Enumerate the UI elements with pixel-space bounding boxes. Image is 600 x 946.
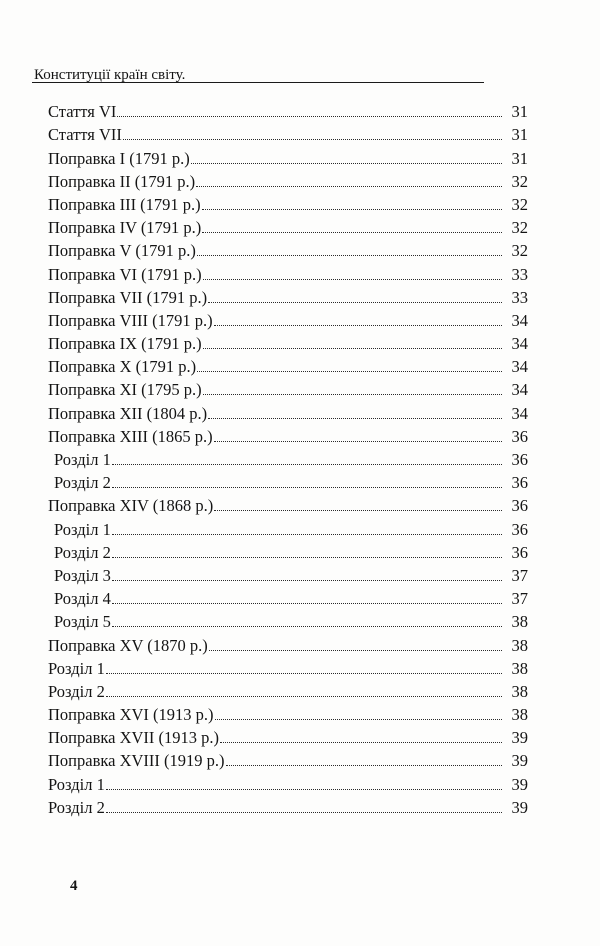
toc-entry-page: 32 [511,218,528,238]
toc-entry-title: Стаття VI [48,102,117,122]
toc-entry-page: 36 [511,542,528,562]
dot-leader [214,441,502,442]
toc-entry-page: 38 [511,705,528,725]
toc-entry-page: 39 [511,797,528,817]
dot-leader [220,742,502,743]
dot-leader [196,186,502,187]
dot-leader [202,209,502,210]
toc-entry [48,492,528,515]
toc-entry-title: Поправка I (1791 р.) [48,148,190,168]
dot-leader [203,279,502,280]
toc-entry-title: Поправка XIII (1865 р.) [48,426,213,446]
toc-entry-title: Поправка X (1791 р.) [48,357,197,377]
toc-entry-title: Поправка XI (1795 р.) [48,380,202,400]
page-number: 4 [70,878,78,894]
toc-entry-page: 37 [511,589,528,609]
toc-entry [48,608,528,631]
toc-entry-title: Поправка III (1791 р.) [48,194,201,214]
toc-entry-title: Розділ 1 [54,519,111,539]
toc-entry-title: Розділ 2 [54,542,111,562]
dot-leader [208,418,502,419]
toc-entry-title: Поправка IX (1791 р.) [48,334,202,354]
dot-leader [112,464,502,465]
toc-entry-page: 33 [511,264,528,284]
toc-entry-page: 39 [511,728,528,748]
toc-entry-title: Поправка XVII (1913 р.) [48,728,220,748]
toc-entry-page: 36 [511,426,528,446]
toc-entry-page: 39 [511,751,528,771]
dot-leader [203,348,502,349]
toc-entry-title: Розділ 1 [54,450,111,469]
toc-entry-page: 38 [511,635,528,655]
toc-entry [48,423,528,446]
dot-leader [208,302,502,303]
toc-entry-page: 32 [511,194,528,214]
toc-entry-page: 36 [511,473,528,493]
dot-leader [209,650,502,651]
dot-leader [112,580,502,581]
toc-entry [48,562,528,585]
toc-entry-title: Розділ 4 [54,589,111,609]
dot-leader [197,371,502,372]
toc-entry-page: 38 [511,612,528,632]
toc-entry-title: Розділ 5 [54,612,111,632]
toc-entry [48,585,528,608]
toc-entry-title: Розділ 1 [48,658,105,678]
toc-entry-page: 39 [511,774,528,794]
toc-entry [48,353,528,376]
toc-entry-title: Поправка XIV (1868 р.) [48,496,214,516]
toc-entry [48,770,528,793]
toc-entry [48,376,528,399]
toc-entry-page: 37 [511,565,528,585]
toc-entry [48,515,528,538]
dot-leader [203,394,502,395]
toc-entry-title: Розділ 2 [48,797,105,817]
dot-leader [123,139,502,140]
dot-leader [106,673,502,674]
toc-entry [48,701,528,724]
toc-entry-page: 34 [511,310,528,330]
toc-entry-page: 36 [511,496,528,516]
dot-leader [214,510,502,511]
toc-entry [48,747,528,770]
dot-leader [214,325,502,326]
toc-entry-page: 34 [511,334,528,354]
toc-entry [48,307,528,330]
toc-entry [48,284,528,307]
toc-entry-title: Поправка XVIII (1919 р.) [48,751,225,771]
toc-entry [48,724,528,747]
toc-entry-title: Поправка VIII (1791 р.) [48,310,213,330]
toc-entry-page: 36 [511,519,528,539]
toc-entry-page: 34 [511,357,528,377]
toc-entry [48,539,528,562]
running-head-rule [32,82,484,83]
dot-leader [112,487,502,488]
toc-entry-title: Розділ 2 [48,681,105,701]
toc-entry [48,260,528,283]
dot-leader [202,232,502,233]
dot-leader [191,163,502,164]
toc-entry [48,191,528,214]
toc-entry-page: 31 [511,102,528,122]
toc-entry [48,678,528,701]
dot-leader [106,789,502,790]
toc-entry [48,399,528,422]
dot-leader [112,534,502,535]
toc-entry-title: Поправка VII (1791 р.) [48,287,208,307]
toc-entry [48,144,528,167]
dot-leader [197,255,502,256]
toc-entry [48,631,528,654]
toc-entry-page: 32 [511,171,528,191]
toc-entry-page: 38 [511,658,528,678]
toc-entry-page: 32 [511,241,528,261]
dot-leader [112,626,502,627]
toc-entry [48,794,528,817]
toc-entry [48,121,528,144]
running-head: Конституції країн світу. [34,67,186,83]
toc-entry-page: 34 [511,403,528,423]
toc-entry [48,237,528,260]
toc-entry-title: Стаття VII [48,125,122,145]
toc-entry [48,214,528,237]
toc-entry-page: 34 [511,380,528,400]
toc-entry-page: 31 [511,148,528,168]
dot-leader [117,116,502,117]
toc-entry-page: 36 [511,450,528,469]
toc-entry-title: Розділ 1 [48,774,105,794]
toc-entry [48,446,528,469]
toc-entry [48,98,528,121]
dot-leader [215,719,502,720]
toc-entry-title: Поправка XV (1870 р.) [48,635,208,655]
dot-leader [112,557,502,558]
toc-entry-title: Розділ 3 [54,565,111,585]
dot-leader [106,696,502,697]
toc-entry-page: 33 [511,287,528,307]
toc-entry-page: 31 [511,125,528,145]
toc-entry [48,469,528,492]
toc-entry-title: Розділ 2 [54,473,111,493]
toc-entry-title: Поправка II (1791 р.) [48,171,196,191]
toc-entry-title: Поправка VI (1791 р.) [48,264,202,284]
toc-entry [48,330,528,353]
toc-entry-title: Поправка XII (1804 р.) [48,403,208,423]
toc-entry-title: Поправка IV (1791 р.) [48,218,202,238]
toc-entry-page: 38 [511,681,528,701]
toc-entry [48,168,528,191]
dot-leader [112,603,502,604]
dot-leader [106,812,502,813]
toc-entry [48,655,528,678]
toc-entry-title: Поправка V (1791 р.) [48,241,196,261]
table-of-contents [48,98,528,817]
toc-entry-title: Поправка XVI (1913 р.) [48,705,214,725]
dot-leader [226,765,502,766]
